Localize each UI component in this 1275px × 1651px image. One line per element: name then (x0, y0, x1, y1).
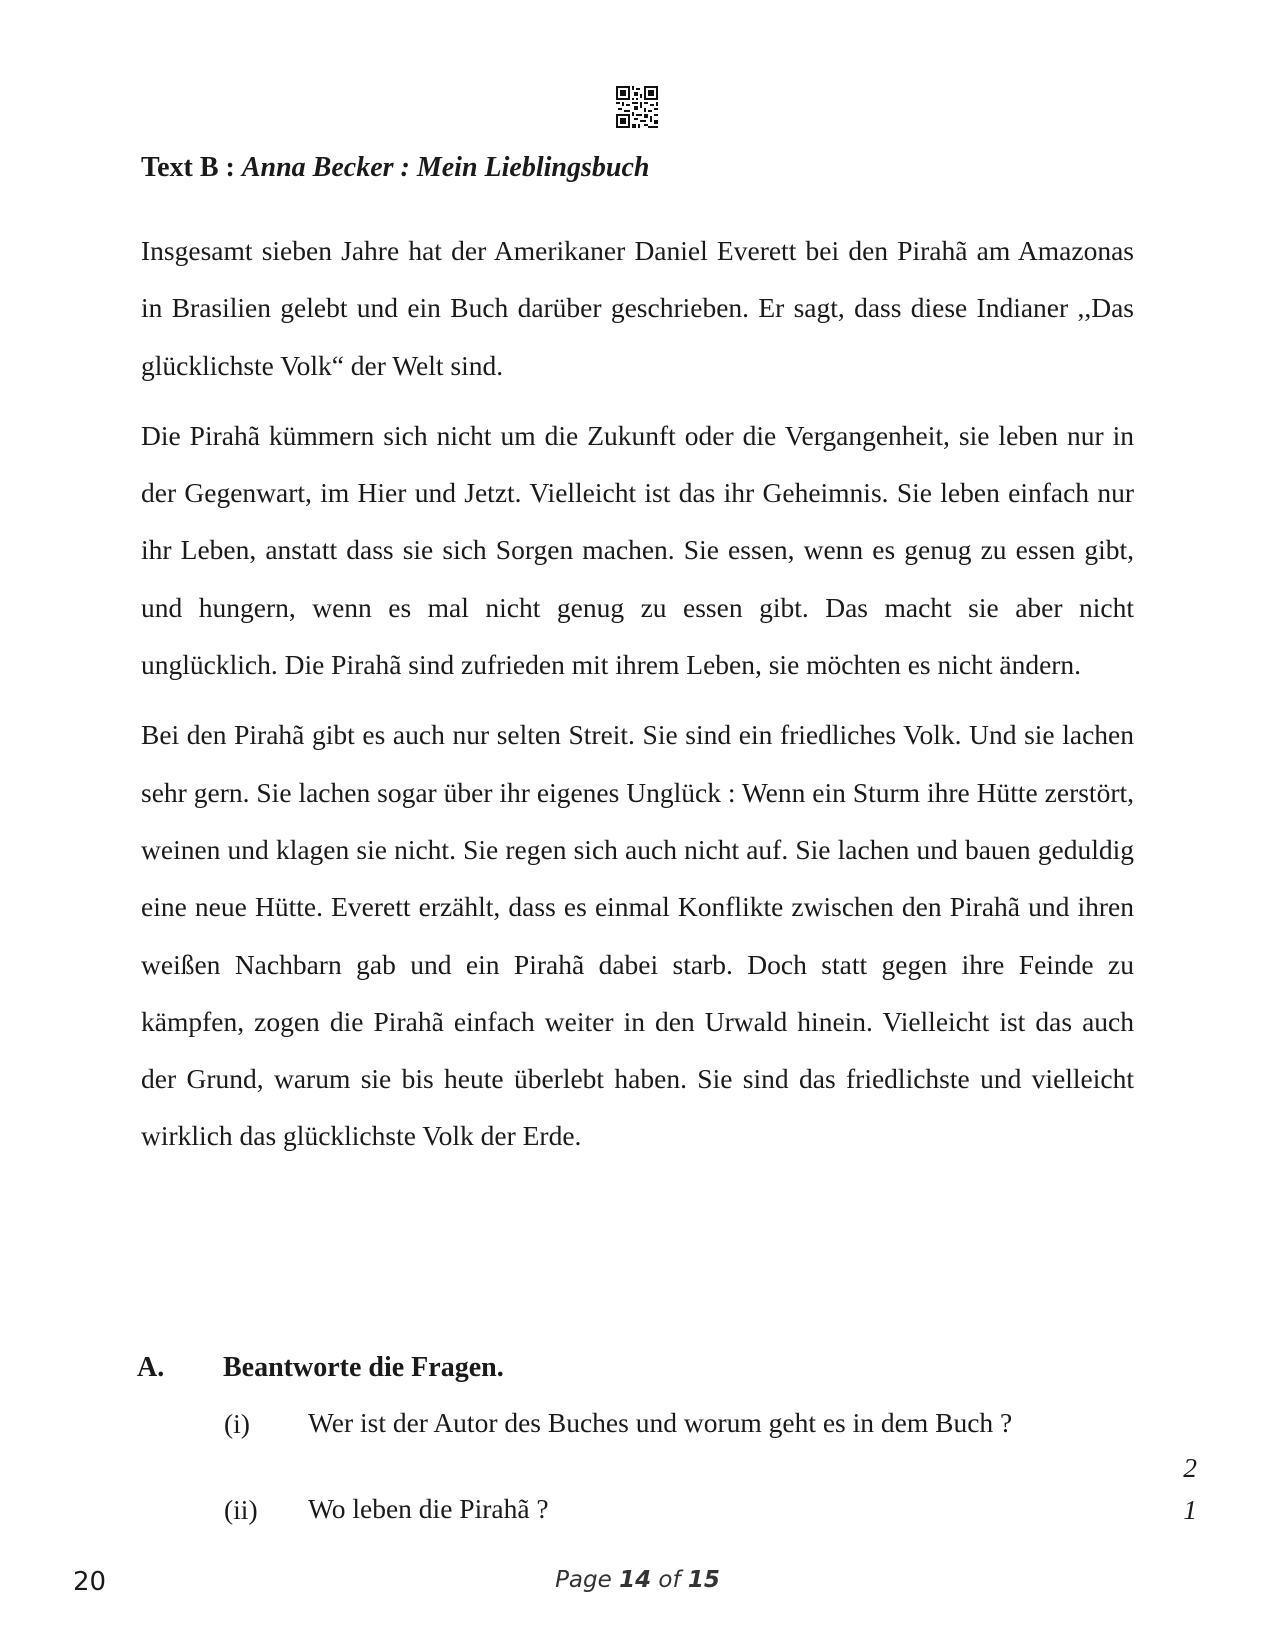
paragraph: Bei den Pirahã gibt es auch nur selten Streit. Sie sind ein friedliches Volk. Und sie lachen sehr gern. Sie lachen sogar über ihr eigenes Unglück : Wenn ein Sturm ihre Hütte zerstört, weinen und klagen sie nicht. Sie regen sich auch nicht auf. Sie lachen und bauen geduldig eine neue Hütte. Everett erzählt, dass es einmal Konflikte zwischen den Pirahã und ihren weißen Nachbarn gab und ein Pirahã dabei starb. Doch statt gegen ihre Feinde zu kämpfen, zogen die Pirahã einfach weiter in den Urwald hinein. Vielleicht ist das auch der Grund, warum sie bis heute überlebt haben. Sie sind das friedlichste und vielleicht wirklich das glücklichste Volk der Erde. (141, 719, 1134, 1152)
section-heading (137, 1352, 1197, 1394)
question-marks: 1 (1183, 1494, 1197, 1525)
question-number: (ii) (224, 1494, 258, 1525)
question-text: Wo leben die Pirahã ? (308, 1493, 549, 1524)
question-number: (i) (224, 1408, 250, 1439)
section-title: Beantworte die Fragen. (223, 1352, 504, 1383)
reading-text (141, 222, 1134, 1178)
paragraph: Die Pirahã kümmern sich nicht um die Zukunft oder die Vergangenheit, sie leben nur in der Gegenwart, im Hier und Jetzt. Vielleicht ist das ihr Geheimnis. Sie leben einfach nur ihr Leben, anstatt dass sie sich Sorgen machen. Sie essen, wenn es genug zu essen gibt, und hungern, wenn es mal nicht genug zu essen gibt. Das macht sie aber nicht unglücklich. Die Pirahã sind zufrieden mit ihrem Leben, sie möchten es nicht ändern. (141, 419, 1134, 681)
question-text: Wer ist der Autor des Buches und worum geht es in dem Buch ? (308, 1407, 1013, 1438)
text-label: Text B : (141, 152, 235, 183)
question-marks: 2 (1183, 1452, 1197, 1483)
text-title (141, 152, 649, 184)
page-footer (0, 1567, 1275, 1593)
page-code: 20 (73, 1567, 107, 1597)
question-item (137, 1408, 1197, 1498)
page-word: Page (555, 1567, 612, 1593)
section-letter: A. (137, 1352, 165, 1383)
page-of: of (658, 1567, 681, 1593)
question-item (137, 1494, 1197, 1534)
page-total: 15 (687, 1567, 720, 1593)
page-current: 14 (619, 1567, 652, 1593)
question-section (137, 1352, 1197, 1525)
text-name: Anna Becker : Mein Lieblingsbuch (241, 152, 650, 183)
paragraph: Insgesamt sieben Jahre hat der Amerikaner Daniel Everett bei den Pirahã am Amazonas in Brasilien gelebt und ein Buch darüber geschrieben. Er sagt, dass diese Indianer ,,Das glücklichste Volk“ der Welt sind. (141, 235, 1134, 381)
qr-code-icon (616, 86, 658, 128)
